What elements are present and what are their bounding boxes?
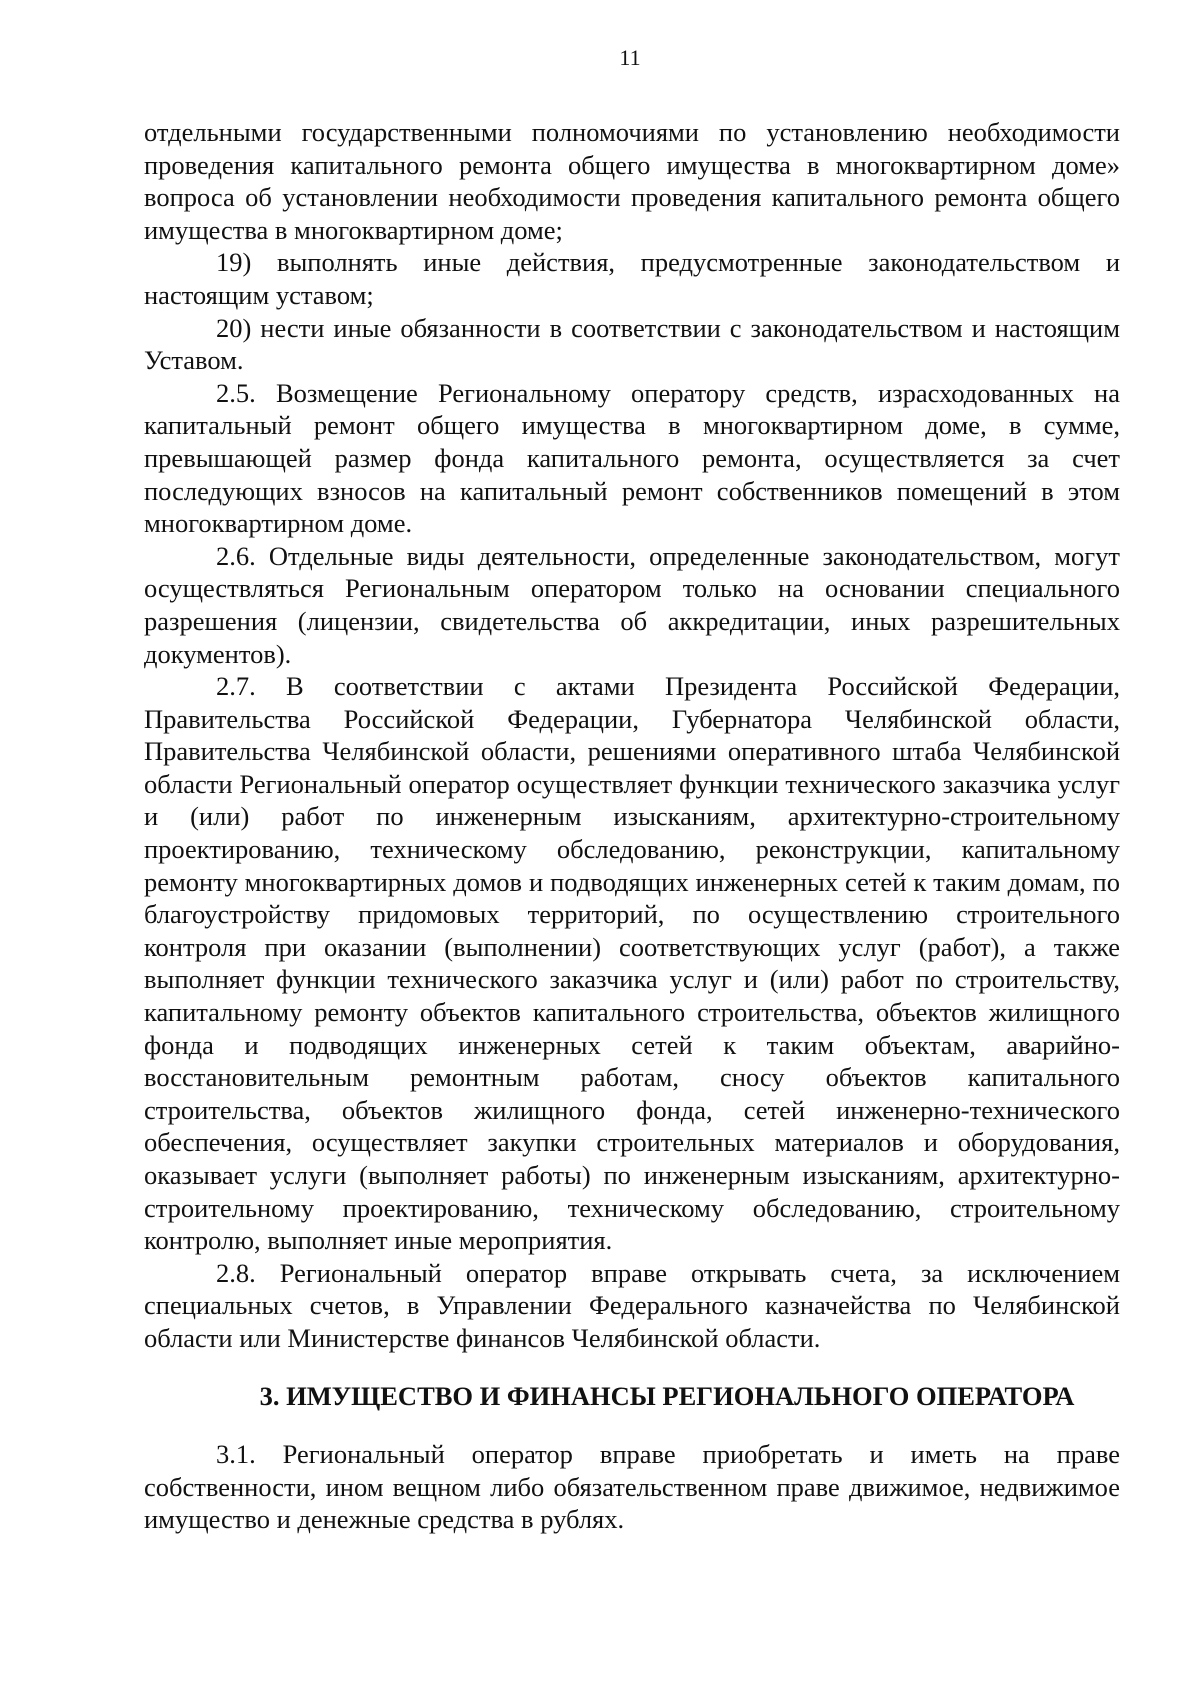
paragraph-item-19: 19) выполнять иные действия, предусмотренные законодательством и настоящим уставом; <box>144 247 1120 310</box>
paragraph-2-6: 2.6. Отдельные виды деятельности, определенные законодательством, могут осуществляться Региональным оператором только на основании специального разрешения (лицензии, свидетельства об аккредитации, иных разрешительных документов). <box>144 540 1120 669</box>
paragraph-item-20: 20) нести иные обязанности в соответствии с законодательством и настоящим Уставом. <box>144 312 1120 376</box>
page-number: 11 <box>619 45 641 70</box>
paragraph-2-7: 2.7. В соответствии с актами Президента Российской Федерации, Правительства Российской Федерации, Губернатора Челябинской области, Правительства Челябинской области, решениями оперативного штаба Челябинской области Региональный оператор осуществляет функции технического заказчика услуг и (или) работ по инженерным изысканиям, архитектурно-строительному проектированию, техническому обследованию, реконструкции, капитальному ремонту многоквартирных домов и подводящих инженерных сетей к таким домам, по благоустройству придомовых территорий, по осуществлению строительного контроля при оказании (выполнении) соответствующих услуг (работ), а также выполняет функции технического заказчика услуг и (или) работ по строительству, капитальному ремонту объектов капитального строительства, объектов жилищного фонда и подводящих инженерных сетей к таким объектам, аварийно-восстановительным ремонтным работам, сносу объектов капитального строительства, объектов жилищного фонда, сетей инженерно-технического обеспечения, осуществляет закупки строительных материалов и оборудования, оказывает услуги (выполняет работы) по инженерным изысканиям, архитектурно-строительному проектированию, техническому обследованию, строительному контролю, выполняет иные мероприятия. <box>144 671 1120 1256</box>
paragraph-continuation: отдельными государственными полномочиями по установлению необходимости проведения капитального ремонта общего имущества в многоквартирном доме» вопроса об установлении необходимости проведения капитального ремонта общего имущества в многоквартирном доме; <box>144 117 1120 245</box>
page-body <box>144 116 1120 1536</box>
paragraph-2-8: 2.8. Региональный оператор вправе открывать счета, за исключением специальных счетов, в Управлении Федерального казначейства по Челябинской области или Министерстве финансов Челябинской области. <box>144 1257 1120 1353</box>
paragraph-3-1: 3.1. Региональный оператор вправе приобретать и иметь на праве собственности, ином вещном либо обязательственном праве движимое, недвижимое имущество и денежные средства в рублях. <box>144 1439 1120 1535</box>
section-heading: 3. ИМУЩЕСТВО И ФИНАНСЫ РЕГИОНАЛЬНОГО ОПЕРАТОРА <box>259 1380 1075 1411</box>
paragraph-2-5: 2.5. Возмещение Региональному оператору средств, израсходованных на капитальный ремонт общего имущества в многоквартирном доме, в сумме, превышающей размер фонда капитального ремонта, осуществляется за счет последующих взносов на капитальный ремонт собственников помещений в этом многоквартирном доме. <box>144 377 1120 539</box>
